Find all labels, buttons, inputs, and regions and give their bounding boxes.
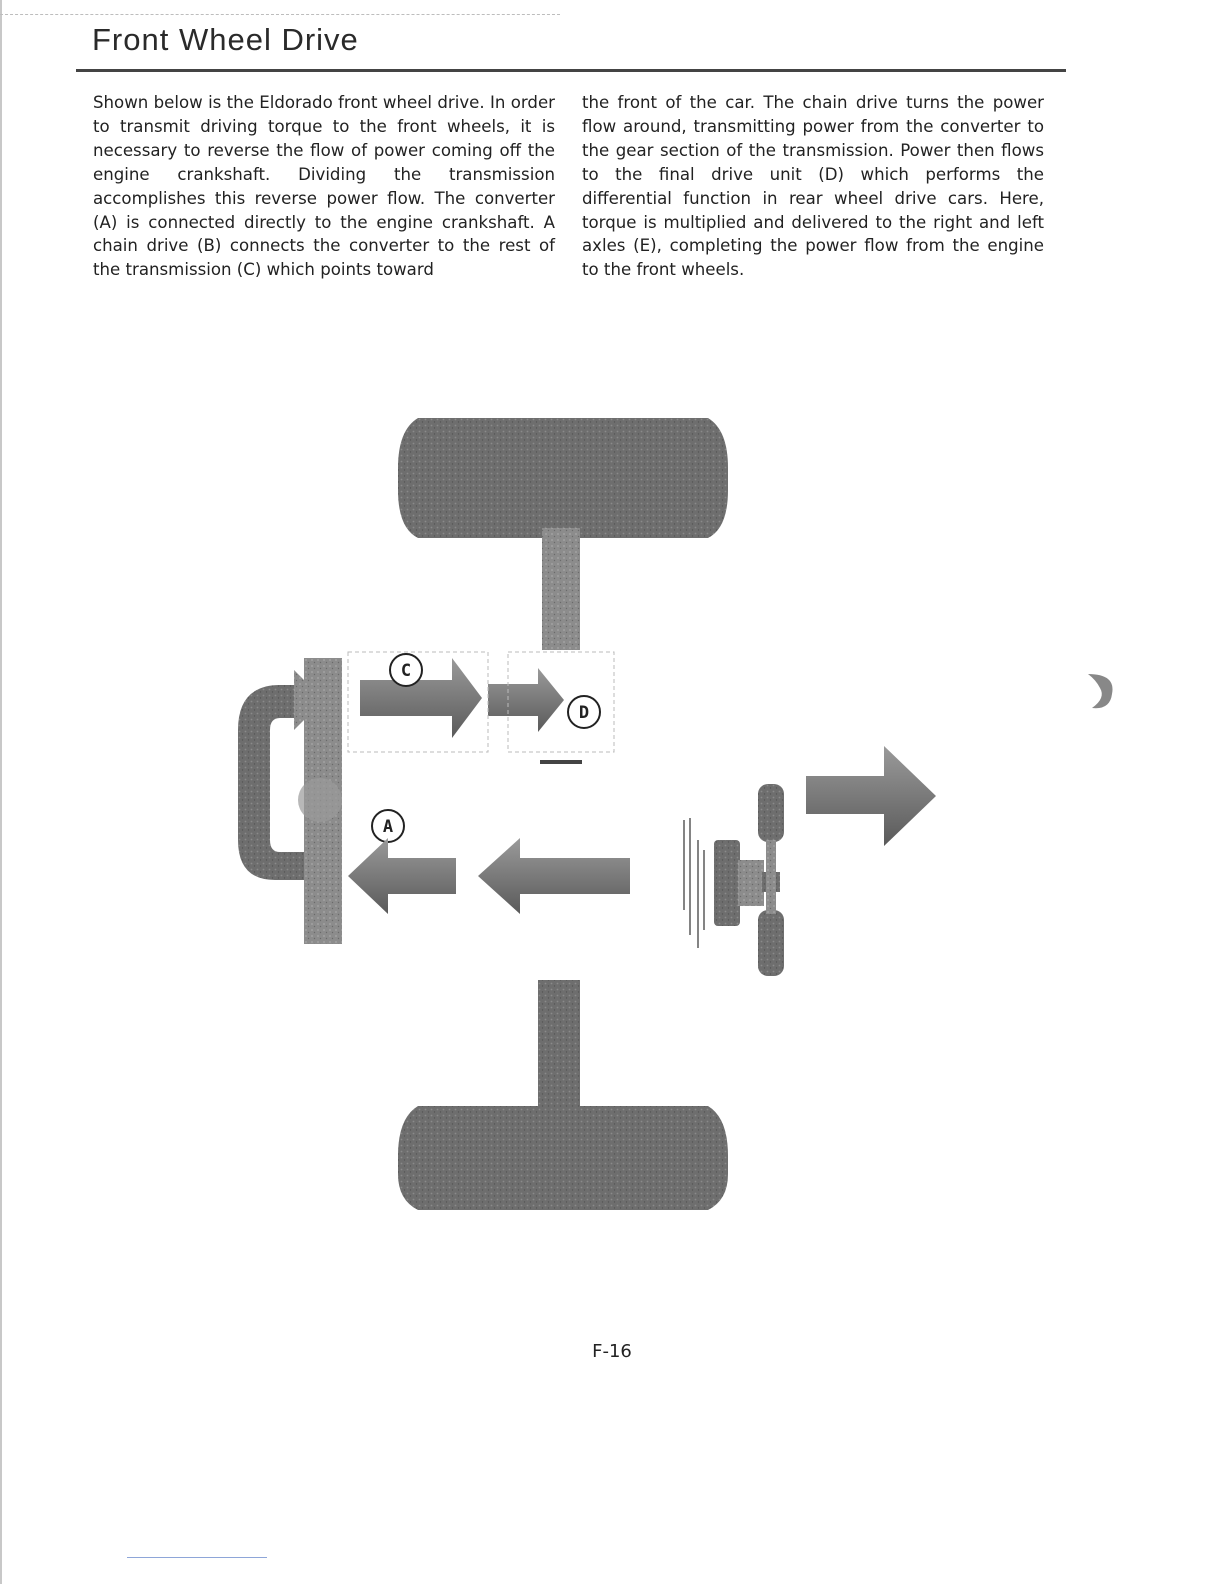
engine-arrow xyxy=(478,838,630,914)
page-title: Front Wheel Drive xyxy=(92,22,359,57)
converter-arrow xyxy=(348,838,456,914)
drivetrain-svg xyxy=(220,400,960,1230)
body-column-right: the front of the car. The chain drive turns the power flow around, transmitting power from the converter to the gear section of the transmission. Power then flows to the final drive unit (D) which performs the differential function in rear wheel drive cars. Here, torque is multiplied and delivered to the right and left axles (E), completing the power flow from the engine to the front wheels. xyxy=(582,93,1044,280)
front-direction-arrow xyxy=(806,746,936,846)
body-column-left: Shown below is the Eldorado front wheel drive. In order to transmit driving torque to the front wheels, it is necessary to reverse the flow of power coming off the engine crankshaft. Dividing the transmission accomplishes this reverse power flow. The converter (A) is connected directly to the engine crankshaft. A chain drive (B) connects the converter to the rest of the transmission (C) which points toward xyxy=(93,93,555,280)
label-c xyxy=(390,654,422,686)
axle-upper xyxy=(758,784,784,842)
differential-gear xyxy=(738,860,764,906)
label-c-text: C xyxy=(400,661,412,681)
front-axle-upper xyxy=(542,528,580,650)
front-wheel xyxy=(398,418,728,538)
final-drive-arrow xyxy=(488,668,564,732)
scan-artifact-mark xyxy=(1076,668,1120,714)
axle-link xyxy=(766,840,776,914)
label-d-text: D xyxy=(578,703,590,723)
crankshaft-lines xyxy=(684,818,704,948)
bottom-rule xyxy=(127,1557,267,1558)
axle-lower xyxy=(758,910,784,976)
converter-hub xyxy=(298,778,342,822)
label-a-text: A xyxy=(382,817,394,837)
page-number: F-16 xyxy=(592,1341,632,1362)
top-dash-rule xyxy=(0,14,560,15)
lower-wheel xyxy=(398,1106,728,1210)
title-rule xyxy=(76,69,1066,72)
final-drive-mark xyxy=(540,760,582,764)
label-d xyxy=(568,696,600,728)
label-a xyxy=(372,810,404,842)
differential-housing xyxy=(714,840,740,926)
drivetrain-diagram xyxy=(220,400,960,1230)
